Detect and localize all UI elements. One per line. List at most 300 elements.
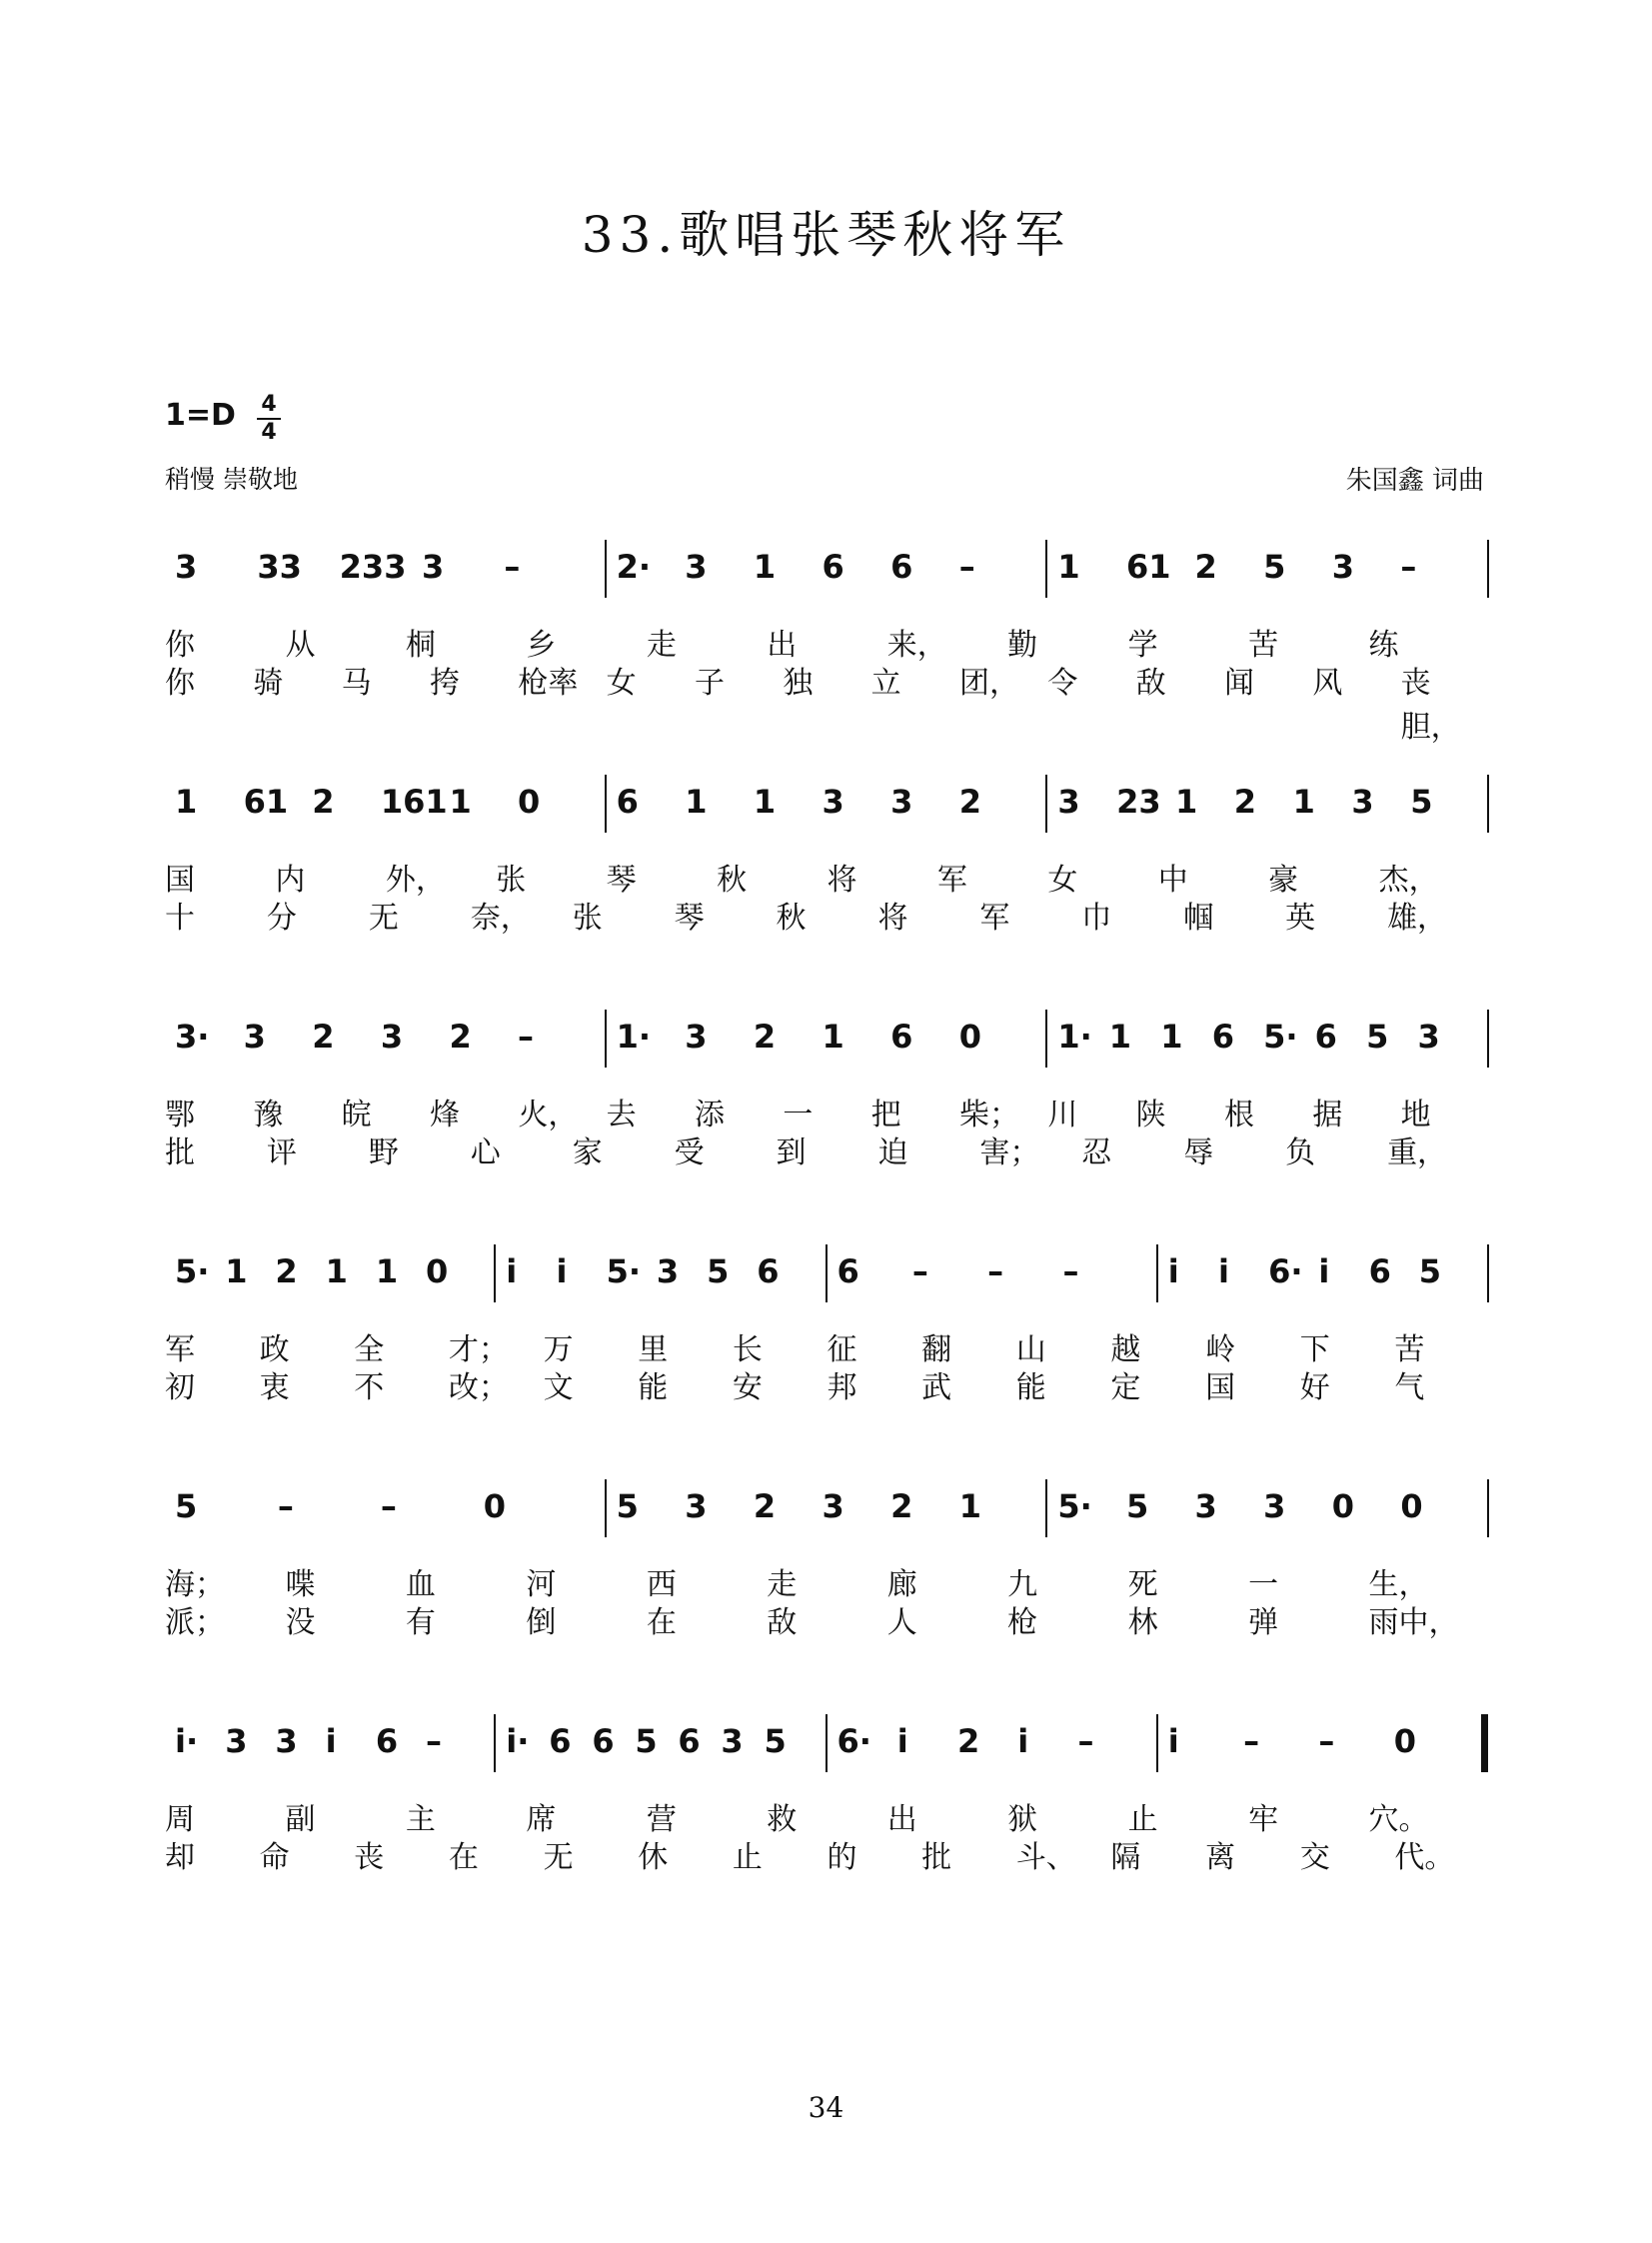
lyric-syllable: 弹 — [1248, 1605, 1279, 1640]
lyric-syllable: 丧 — [354, 1840, 385, 1875]
lyric-syllable: 川 — [1047, 1098, 1078, 1132]
note: 23 — [1116, 783, 1161, 821]
lyric-syllable: 子 — [695, 666, 725, 701]
lyric-syllable: 翻 — [921, 1332, 952, 1367]
lyric-syllable: 九 — [1007, 1567, 1038, 1602]
note: 5 — [635, 1722, 658, 1760]
barline — [1045, 1010, 1047, 1068]
note: – — [1318, 1722, 1335, 1760]
note: i — [556, 1252, 568, 1290]
lyric-syllable: 征 — [826, 1332, 857, 1367]
lyric-syllable: 批 — [165, 1135, 195, 1170]
lyric-syllable: 代。 — [1394, 1840, 1455, 1875]
note: – — [426, 1722, 443, 1760]
barline — [605, 540, 607, 598]
notes-row — [165, 1714, 1489, 1774]
note: 2 — [890, 1487, 913, 1525]
note: 2 — [1233, 783, 1257, 821]
lyric-syllable: 国 — [1205, 1370, 1236, 1405]
note: 1 — [225, 1252, 248, 1290]
lyric-syllable: 生， — [1368, 1567, 1429, 1602]
lyric-row — [165, 1362, 1489, 1405]
lyric-syllable: 马 — [341, 666, 372, 701]
note: 3 — [225, 1722, 248, 1760]
lyric-syllable: 苦 — [1394, 1332, 1425, 1367]
lyric-syllable: 能 — [638, 1370, 669, 1405]
note: i — [1318, 1252, 1330, 1290]
lyric-syllable: 在 — [646, 1605, 677, 1640]
note: 5· — [606, 1252, 642, 1290]
barline — [1481, 1714, 1488, 1772]
lyric-syllable: 休 — [638, 1840, 669, 1875]
lyric-syllable: 止 — [732, 1840, 763, 1875]
lyric-syllable: 死 — [1127, 1567, 1158, 1602]
lyric-row — [165, 893, 1489, 936]
lyric-syllable: 喋 — [285, 1567, 316, 1602]
lyric-syllable: 内 — [275, 863, 306, 898]
note: 6· — [1268, 1252, 1303, 1290]
note: 61 — [243, 783, 289, 821]
note: 1 — [685, 783, 708, 821]
lyric-syllable: 席 — [526, 1802, 557, 1837]
note: 0 — [483, 1487, 507, 1525]
lyric-syllable: 地 — [1400, 1098, 1431, 1132]
note: 1 — [175, 783, 198, 821]
lyric-syllable: 一 — [783, 1098, 814, 1132]
lyric-syllable: 政 — [259, 1332, 290, 1367]
note: 6 — [616, 783, 639, 821]
note: 5 — [1125, 1487, 1149, 1525]
lyric-syllable: 周 — [165, 1802, 195, 1837]
lyric-syllable: 十 — [165, 901, 195, 936]
note: 5 — [616, 1487, 639, 1525]
lyric-syllable: 将 — [877, 901, 908, 936]
note: 3 — [380, 1018, 404, 1056]
lyric-syllable: 救 — [767, 1802, 798, 1837]
lyric-syllable: 血 — [405, 1567, 436, 1602]
note: 1 — [1174, 783, 1198, 821]
lyric-syllable: 闻 — [1224, 666, 1254, 701]
lyric-row — [165, 1127, 1489, 1170]
note: 6 — [822, 548, 844, 586]
note: 0 — [426, 1252, 449, 1290]
lyric-syllable: 秋 — [776, 901, 807, 936]
note: 0 — [1331, 1487, 1355, 1525]
lyric-syllable: 军 — [979, 901, 1010, 936]
lyric-syllable: 火， — [518, 1098, 579, 1132]
lyric-syllable: 批 — [921, 1840, 952, 1875]
barline — [1487, 1010, 1489, 1068]
note: – — [380, 1487, 397, 1525]
barline — [605, 1010, 607, 1068]
lyric-syllable: 奈， — [470, 901, 531, 936]
barline — [826, 1714, 827, 1772]
note: 6 — [1314, 1018, 1337, 1056]
note: 1 — [753, 783, 777, 821]
lyric-syllable: 忍 — [1081, 1135, 1112, 1170]
lyric-row — [165, 658, 1489, 745]
note: i — [1217, 1252, 1229, 1290]
note: 0 — [1393, 1722, 1416, 1760]
lyric-syllable: 巾 — [1081, 901, 1112, 936]
lyric-syllable: 狱 — [1007, 1802, 1038, 1837]
note: 3 — [1417, 1018, 1440, 1056]
note: 6 — [836, 1252, 859, 1290]
barline — [494, 1244, 496, 1302]
note: i — [1167, 1252, 1179, 1290]
note: 1 — [1108, 1018, 1132, 1056]
lyric-syllable: 改； — [448, 1370, 509, 1405]
lyric-syllable: 来， — [886, 628, 947, 663]
barline — [494, 1714, 496, 1772]
barline — [1156, 1714, 1158, 1772]
note: 1 — [958, 1487, 981, 1525]
note: 6 — [549, 1722, 572, 1760]
lyric-syllable: 皖 — [341, 1098, 372, 1132]
lyric-syllable: 枪率 — [518, 666, 579, 701]
note: 5 — [1366, 1018, 1389, 1056]
key-signature: 1=D — [165, 398, 236, 433]
lyric-syllable: 在 — [448, 1840, 479, 1875]
lyric-syllable: 敌 — [1135, 666, 1166, 701]
note: 5 — [1263, 548, 1286, 586]
note: i — [1167, 1722, 1179, 1760]
note: 0 — [958, 1018, 981, 1056]
lyric-row — [165, 855, 1489, 898]
lyric-syllable: 分 — [266, 901, 297, 936]
lyric-syllable: 无 — [543, 1840, 574, 1875]
lyric-syllable: 邦 — [826, 1370, 857, 1405]
note: 2 — [753, 1018, 777, 1056]
note: 6 — [1368, 1252, 1391, 1290]
note: 3 — [721, 1722, 744, 1760]
note: 6 — [757, 1252, 780, 1290]
barline — [1487, 1479, 1489, 1537]
note: 6 — [375, 1722, 399, 1760]
note: 3 — [685, 1018, 708, 1056]
lyric-syllable: 文 — [543, 1370, 574, 1405]
lyric-syllable: 苦 — [1248, 628, 1279, 663]
note: 3 — [1263, 1487, 1286, 1525]
lyric-syllable: 人 — [886, 1605, 917, 1640]
time-signature-top: 4 — [261, 392, 277, 417]
note: – — [1400, 548, 1417, 586]
note: 1 — [1057, 548, 1080, 586]
note: 6 — [1211, 1018, 1234, 1056]
time-signature-bottom: 4 — [261, 420, 277, 445]
lyric-syllable: 桐 — [405, 628, 436, 663]
lyric-syllable: 据 — [1312, 1098, 1343, 1132]
lyric-syllable: 琴 — [674, 901, 705, 936]
barline — [1487, 540, 1489, 598]
lyric-syllable: 定 — [1110, 1370, 1141, 1405]
note: – — [911, 1252, 928, 1290]
note: – — [504, 548, 521, 586]
time-signature — [255, 392, 283, 446]
lyric-syllable: 长 — [732, 1332, 763, 1367]
note: 2 — [958, 783, 981, 821]
note: 233 — [339, 548, 407, 586]
lyric-syllable: 到 — [776, 1135, 807, 1170]
note: 6 — [890, 548, 913, 586]
lyric-syllable: 气 — [1394, 1370, 1425, 1405]
note: 5· — [1263, 1018, 1298, 1056]
lyric-row — [165, 1324, 1489, 1367]
lyric-row — [165, 620, 1489, 663]
lyric-syllable: 无 — [368, 901, 399, 936]
note: 3 — [685, 1487, 708, 1525]
barline — [1045, 540, 1047, 598]
barline — [1487, 1244, 1489, 1302]
lyric-syllable: 副 — [285, 1802, 316, 1837]
barline — [1045, 775, 1047, 833]
lyric-syllable: 里 — [638, 1332, 669, 1367]
lyric-syllable: 害； — [979, 1135, 1040, 1170]
lyric-syllable: 琴 — [606, 863, 637, 898]
note: 2 — [312, 783, 335, 821]
composer-credit: 朱国鑫 词曲 — [1345, 466, 1484, 496]
lyric-syllable: 初 — [165, 1370, 195, 1405]
barline — [605, 1479, 607, 1537]
lyric-syllable: 张 — [496, 863, 527, 898]
lyric-syllable: 迫 — [877, 1135, 908, 1170]
lyric-syllable: 外， — [385, 863, 446, 898]
lyric-syllable: 廊 — [886, 1567, 917, 1602]
note: 2 — [1194, 548, 1217, 586]
lyric-row — [165, 1559, 1489, 1602]
lyric-syllable: 武 — [921, 1370, 952, 1405]
lyric-syllable: 安 — [732, 1370, 763, 1405]
lyric-syllable: 女 — [606, 666, 637, 701]
lyric-syllable: 一 — [1248, 1567, 1279, 1602]
lyric-syllable: 你 — [165, 628, 195, 663]
lyric-syllable: 从 — [285, 628, 316, 663]
note: 3 — [1331, 548, 1355, 586]
note: 3 — [1057, 783, 1080, 821]
lyric-syllable: 英 — [1285, 901, 1316, 936]
note: 1 — [822, 1018, 844, 1056]
lyric-syllable: 走 — [767, 1567, 798, 1602]
lyric-syllable: 心 — [470, 1135, 501, 1170]
lyric-syllable: 陕 — [1135, 1098, 1166, 1132]
lyric-syllable: 挎 — [430, 666, 460, 701]
lyric-syllable: 山 — [1015, 1332, 1046, 1367]
note: 5· — [1057, 1487, 1092, 1525]
lyric-syllable: 下 — [1299, 1332, 1330, 1367]
lyric-syllable: 海； — [165, 1567, 225, 1602]
barline — [1045, 1479, 1047, 1537]
lyric-syllable: 倒 — [526, 1605, 557, 1640]
lyric-syllable: 中 — [1157, 863, 1188, 898]
lyric-syllable: 营 — [646, 1802, 677, 1837]
lyric-syllable: 添 — [695, 1098, 725, 1132]
note: 1· — [1057, 1018, 1092, 1056]
lyric-syllable: 去 — [606, 1098, 637, 1132]
note: 5 — [707, 1252, 730, 1290]
note: 3 — [890, 783, 913, 821]
lyric-syllable: 走 — [646, 628, 677, 663]
barline — [605, 775, 607, 833]
notes-row — [165, 540, 1489, 600]
lyric-syllable: 命 — [259, 1840, 290, 1875]
note: 1 — [449, 783, 472, 821]
lyric-syllable: 却 — [165, 1840, 195, 1875]
lyric-syllable: 万 — [543, 1332, 574, 1367]
note: i· — [506, 1722, 530, 1760]
lyric-syllable: 出 — [767, 628, 798, 663]
lyric-row — [165, 1832, 1489, 1875]
note: 3 — [822, 1487, 844, 1525]
note: 2 — [312, 1018, 335, 1056]
lyric-syllable: 风 — [1312, 666, 1343, 701]
note: 1 — [1292, 783, 1315, 821]
lyric-syllable: 能 — [1015, 1370, 1046, 1405]
lyric-syllable: 好 — [1299, 1370, 1330, 1405]
note: 161 — [380, 783, 448, 821]
lyric-syllable: 评 — [266, 1135, 297, 1170]
lyric-syllable: 丧胆， — [1400, 666, 1461, 745]
lyric-syllable: 将 — [826, 863, 857, 898]
notes-row — [165, 775, 1489, 835]
lyric-syllable: 练 — [1368, 628, 1399, 663]
lyric-syllable: 主 — [405, 1802, 436, 1837]
lyric-syllable: 西 — [646, 1567, 677, 1602]
note: 5 — [1410, 783, 1433, 821]
note: – — [1243, 1722, 1260, 1760]
note: i — [325, 1722, 337, 1760]
lyric-syllable: 立 — [870, 666, 901, 701]
lyric-syllable: 越 — [1110, 1332, 1141, 1367]
lyric-syllable: 张 — [572, 901, 603, 936]
note: 3· — [175, 1018, 210, 1056]
note: 6· — [836, 1722, 871, 1760]
lyric-syllable: 交 — [1299, 1840, 1330, 1875]
lyric-syllable: 杰， — [1378, 863, 1439, 898]
lyric-syllable: 烽 — [430, 1098, 460, 1132]
lyric-syllable: 辱 — [1183, 1135, 1214, 1170]
lyric-syllable: 才； — [448, 1332, 509, 1367]
tempo-marking: 稍慢 崇敬地 — [165, 465, 298, 494]
note: 3 — [656, 1252, 680, 1290]
lyric-syllable: 雨中， — [1368, 1605, 1459, 1640]
lyric-row — [165, 1090, 1489, 1132]
note: 3 — [1351, 783, 1374, 821]
note: 3 — [243, 1018, 266, 1056]
lyric-syllable: 受 — [674, 1135, 705, 1170]
lyric-syllable: 衷 — [259, 1370, 290, 1405]
note: 3 — [822, 783, 844, 821]
note: 0 — [1400, 1487, 1423, 1525]
lyric-syllable: 野 — [368, 1135, 399, 1170]
lyric-syllable: 勤 — [1007, 628, 1038, 663]
lyric-syllable: 雄， — [1387, 901, 1448, 936]
notes-row — [165, 1244, 1489, 1304]
note: – — [1062, 1252, 1079, 1290]
note: i — [896, 1722, 908, 1760]
note: 61 — [1125, 548, 1171, 586]
lyric-syllable: 女 — [1047, 863, 1078, 898]
barline — [1487, 775, 1489, 833]
note: 3 — [1194, 1487, 1217, 1525]
lyric-syllable: 豪 — [1268, 863, 1299, 898]
notes-row — [165, 1479, 1489, 1539]
lyric-syllable: 不 — [354, 1370, 385, 1405]
note: 6 — [678, 1722, 701, 1760]
lyric-syllable: 岭 — [1205, 1332, 1236, 1367]
lyric-syllable: 全 — [354, 1332, 385, 1367]
note: i· — [175, 1722, 199, 1760]
lyric-syllable: 柴； — [959, 1098, 1019, 1132]
lyric-syllable: 敌 — [767, 1605, 798, 1640]
lyric-syllable: 穴。 — [1368, 1802, 1429, 1837]
note: 5· — [175, 1252, 210, 1290]
lyric-syllable: 离 — [1205, 1840, 1236, 1875]
lyric-row — [165, 1597, 1489, 1640]
lyric-syllable: 独 — [783, 666, 814, 701]
note: – — [958, 548, 975, 586]
lyric-syllable: 负 — [1285, 1135, 1316, 1170]
note: – — [518, 1018, 535, 1056]
lyric-row — [165, 1794, 1489, 1837]
lyric-syllable: 豫 — [253, 1098, 284, 1132]
lyric-syllable: 没 — [285, 1605, 316, 1640]
lyric-syllable: 枪 — [1007, 1605, 1038, 1640]
lyric-syllable: 斗、 — [1015, 1840, 1076, 1875]
song-title: 33.歌唱张琴秋将军 — [581, 206, 1071, 264]
lyric-syllable: 令 — [1047, 666, 1078, 701]
note: 2 — [449, 1018, 472, 1056]
note: 2· — [616, 548, 652, 586]
notes-row — [165, 1010, 1489, 1070]
note: 3 — [685, 548, 708, 586]
note: 33 — [257, 548, 302, 586]
note: 1 — [375, 1252, 399, 1290]
note: 5 — [175, 1487, 198, 1525]
lyric-syllable: 秋 — [717, 863, 748, 898]
lyric-syllable: 鄂 — [165, 1098, 195, 1132]
lyric-syllable: 乡 — [526, 628, 557, 663]
barline — [1156, 1244, 1158, 1302]
note: – — [987, 1252, 1004, 1290]
note: i — [506, 1252, 518, 1290]
note: 3 — [422, 548, 445, 586]
page-number: 34 — [808, 2091, 844, 2124]
note: 1· — [616, 1018, 652, 1056]
lyric-syllable: 骑 — [253, 666, 284, 701]
lyric-syllable: 出 — [886, 1802, 917, 1837]
lyric-syllable: 把 — [870, 1098, 901, 1132]
note: 3 — [175, 548, 198, 586]
lyric-syllable: 重， — [1387, 1135, 1448, 1170]
lyric-syllable: 国 — [165, 863, 195, 898]
note: i — [1017, 1722, 1029, 1760]
note: – — [277, 1487, 294, 1525]
note: 2 — [753, 1487, 777, 1525]
note: 2 — [275, 1252, 298, 1290]
lyric-syllable: 你 — [165, 666, 195, 701]
lyric-syllable: 军 — [936, 863, 967, 898]
note: 6 — [890, 1018, 913, 1056]
lyric-syllable: 军 — [165, 1332, 195, 1367]
lyric-syllable: 团， — [959, 666, 1019, 701]
barline — [826, 1244, 827, 1302]
lyric-syllable: 学 — [1127, 628, 1158, 663]
note: 2 — [957, 1722, 980, 1760]
lyric-syllable: 牢 — [1248, 1802, 1279, 1837]
lyric-syllable: 隔 — [1110, 1840, 1141, 1875]
note: 1 — [1160, 1018, 1183, 1056]
lyric-syllable: 有 — [405, 1605, 436, 1640]
